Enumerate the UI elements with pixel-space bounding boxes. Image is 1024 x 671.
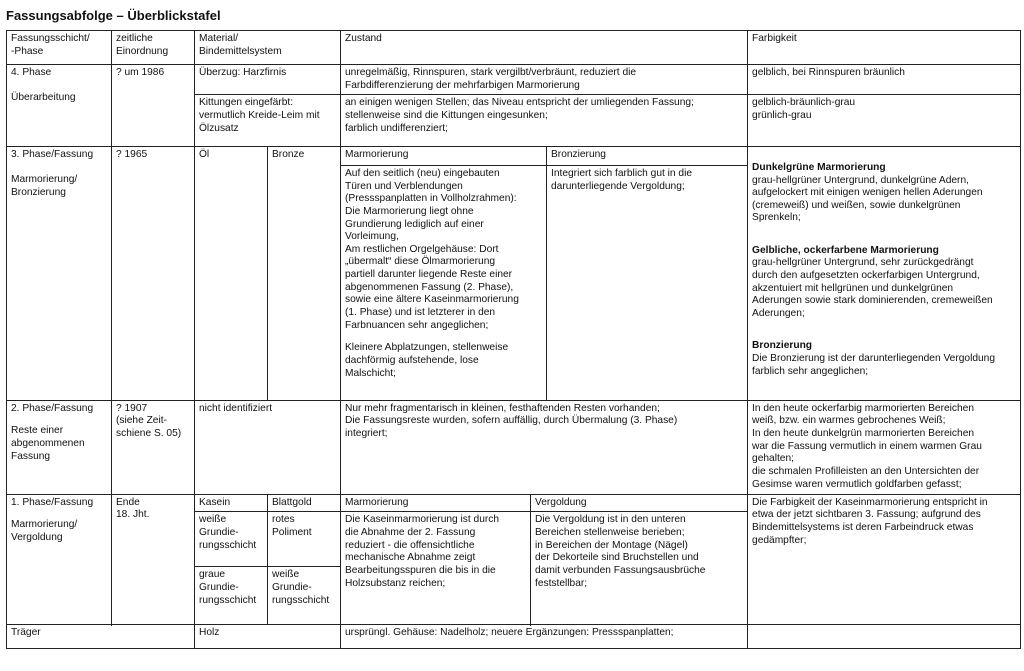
overview-table [6,30,1021,649]
phase2-name: 2. Phase/Fassung [11,402,94,414]
phase3-farbe-h3: Bronzierung [752,340,813,352]
phase1-sub: Marmorierung/ Vergoldung [11,519,78,544]
phase3-farbe [748,147,1021,401]
table-row [7,494,1021,512]
phase3-cell [7,147,112,401]
phase1-zustand-1: Die Kaseinmarmorierung ist durch die Abnahme der 2. Fassung reduziert - die offensichtliche mechanische Abnahme zeigt Bearbeitungsspuren die bis in die Holzsubstanz reichen; [341,512,531,625]
phase2-farbe: In den heute ockerfarbig marmorierten Bereichen weiß, bzw. ein warmes gebrochenes Weiß; In den heute dunkelgrün marmorierten Bereichen war die Fassung vermutlich in einem warmen Grau gehalten; die schmalen Profilleisten an den Untersichten der Gesimse waren vermutlich goldfarben gefasst; [748,400,1021,494]
header-row [7,31,1021,65]
phase1-zeit: Ende 18. Jht. [112,494,195,625]
phase2-zeit: ? 1907 (siehe Zeit- schiene S. 05) [112,400,195,494]
phase2-sub: Reste einer abgenommenen Fassung [11,425,85,462]
header-zeit: zeitliche Einordnung [112,31,195,65]
phase1-m2a: weiße Grundie- rungsschicht [195,512,268,567]
phase3-farbe-t1: grau-hellgrüner Untergrund, dunkelgrüne Adern, aufgelockert mit einigen wenigen hellen Aderungen (cremeweiß) und weißen, sowie dunkelgrünen Sprenkeln; [752,174,983,224]
phase4-cell [7,65,112,147]
phase3-zustand-h2: Bronzierung [547,147,748,166]
traeger-material: Holz [195,625,341,649]
table-row [7,400,1021,494]
table-row [7,65,1021,95]
phase1-zustand-2: Die Vergoldung ist in den unteren Bereichen stellenweise berieben; in Bereichen der Montage (Nägel) der Dekorteile sind Bruchstellen und damit verbunden Fassungsausbrüche feststellbar; [531,512,748,625]
phase2-cell [7,400,112,494]
phase3-farbe-h1: Dunkelgrüne Marmorierung [752,161,886,173]
phase4-farbe-1: gelblich, bei Rinnspuren bräunlich [748,65,1021,95]
phase1-farbe: Die Farbigkeit der Kaseinmarmorierung entspricht in etwa der jetzt sichtbaren 3. Fassung; aufgrund des Bindemittelsystems ist deren Farbeindruck etwas gedämpfter; [748,494,1021,625]
phase3-zustand-h1: Marmorierung [341,147,547,166]
phase3-material-a: Öl [195,147,268,401]
page-title: Fassungsabfolge – Überblickstafel [6,8,221,23]
phase3-name: 3. Phase/Fassung [11,149,94,161]
phase2-material: nicht identifiziert [195,400,341,494]
header-material: Material/ Bindemittelsystem [195,31,341,65]
phase3-sub: Marmorierung/ Bronzierung [11,173,78,198]
phase1-m2b: rotes Poliment [268,512,341,567]
header-zustand: Zustand [341,31,748,65]
phase4-name: 4. Phase [11,67,52,78]
phase3-farbe-t3: Die Bronzierung ist der darunterliegenden Vergoldung farblich sehr angeglichen; [752,352,995,377]
phase4-farbe-2: gelblich-bräunlich-grau grünlich-grau [748,95,1021,147]
phase1-m1a: Kasein [195,494,268,512]
phase4-material-2: Kittungen eingefärbt: vermutlich Kreide-Leim mit Ölzusatz [195,95,341,147]
phase3-zustand-1b: Kleinere Abplatzungen, stellenweise dachförmig aufstehende, lose Malschicht; [345,342,509,379]
phase1-m3b: weiße Grundie- rungsschicht [268,567,341,625]
phase1-m3a: graue Grundie- rungsschicht [195,567,268,625]
table-row [7,625,1021,649]
phase1-cell [7,494,112,625]
phase4-sub: Überarbeitung [11,91,76,103]
phase3-zustand-2: Integriert sich farblich gut in die darunterliegende Vergoldung; [547,165,748,400]
phase4-zustand-2: an einigen wenigen Stellen; das Niveau entspricht der umliegenden Fassung; stellenweise sind die Kittungen eingesunken; farblich undifferenziert; [341,95,748,147]
traeger-name: Träger [7,625,195,649]
phase2-zustand: Nur mehr fragmentarisch in kleinen, festhaftenden Resten vorhanden; Die Fassungsreste wurden, sofern auffällig, durch Übermalung (3. Phase) integriert; [341,400,748,494]
phase3-material-b: Bronze [268,147,341,401]
table-row [7,147,1021,166]
header-farbigkeit: Farbigkeit [748,31,1021,65]
phase1-zustand-h1: Marmorierung [341,494,531,512]
phase3-zeit: ? 1965 [112,147,195,401]
traeger-zustand: ursprüngl. Gehäuse: Nadelholz; neuere Ergänzungen: Pressspanplatten; [341,625,748,649]
phase3-farbe-t2: grau-hellgrüner Untergrund, sehr zurückgedrängt durch den aufgesetzten ockerfarbigen Untergrund, akzentuiert mit hellgrünen und dunkelgrünen Aderungen sowie stark dominierenden, cremeweißen Aderungen; [752,257,993,319]
phase4-material-1: Überzug: Harzfirnis [195,65,341,95]
phase1-m1b: Blattgold [268,494,341,512]
phase3-zustand-1 [341,165,547,400]
header-schicht: Fassungsschicht/ -Phase [7,31,112,65]
traeger-farbe [748,625,1021,649]
phase3-farbe-h2: Gelbliche, ockerfarbene Marmorierung [752,244,939,256]
phase1-zustand-h2: Vergoldung [531,494,748,512]
phase4-zustand-1: unregelmäßig, Rinnspuren, stark vergilbt/verbräunt, reduziert die Farbdifferenzierung der mehrfarbigen Marmorierung [341,65,748,95]
phase4-zeit: ? um 1986 [112,65,195,147]
phase3-zustand-1a: Auf den seitlich (neu) eingebauten Türen und Verblendungen (Pressspanplatten in Vollholzrahmen): Die Marmorierung liegt ohne Grundierung lediglich auf einer Vorleimung, Am restlichen Orgelgehäuse: Dort „übermalt“ diese Ölmarmorierung partiell darunter liegende Reste einer abgenommenen Fassung (2. Phase), sowie eine ältere Kaseinmarmorierung (1. Phase) und ist letzterer in den Farbnuancen sehr angeglichen; [345,167,519,331]
phase1-name: 1. Phase/Fassung [11,496,94,508]
